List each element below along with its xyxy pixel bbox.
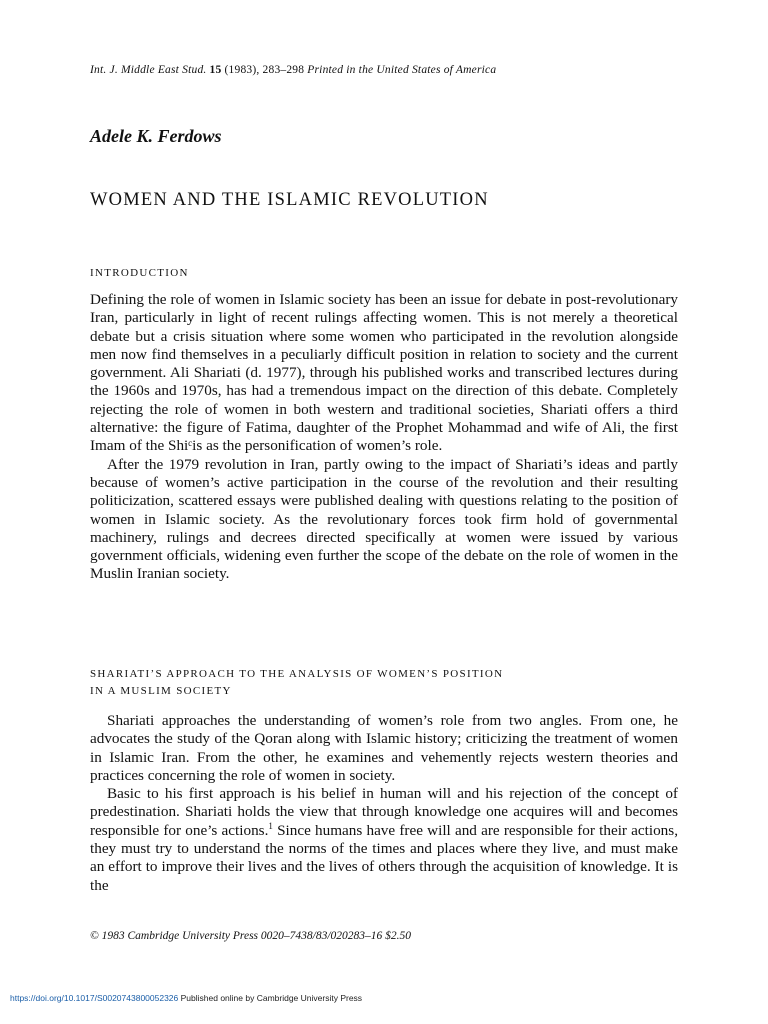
doi-line (10, 993, 362, 1003)
paragraph: Shariati approaches the understanding of women’s role from two angles. From one, he advocates the study of the Qoran along with Islamic history; criticizing the treatment of women in Islamic Iran. From the other, he examines and vehemently rejects western theories and practices concerning the role of women in society. (90, 712, 678, 784)
published-online-note: Published online by Cambridge University Press (178, 993, 363, 1003)
paragraph (90, 785, 678, 895)
article-title: WOMEN AND THE ISLAMIC REVOLUTION (90, 190, 489, 210)
printed-note: Printed in the United States of America (307, 64, 497, 76)
section-heading-line: SHARIATI’S APPROACH TO THE ANALYSIS OF WOMEN’S POSITION (90, 668, 504, 680)
introduction-body (90, 291, 678, 584)
doi-link[interactable]: https://doi.org/10.1017/S0020743800052326 (10, 993, 179, 1003)
journal-name: Int. J. Middle East Stud. (90, 64, 207, 76)
paragraph-text: Since humans have free will and are responsible for their actions, they must try to understand the norms of the times and places where they live, and must make an effort to improve their lives and the lives of others through the acquisition of knowledge. It is the (90, 821, 678, 894)
shariati-section-body (90, 712, 678, 895)
journal-volume: 15 (209, 64, 222, 76)
section-heading-line: IN A MUSLIM SOCIETY (90, 685, 232, 697)
footnote-marker[interactable]: 1 (268, 820, 273, 831)
paragraph-text: Basic to his first approach is his belief in human will and his rejection of the concept of predestination. Shariati holds the view that through knowledge one acquires will and becomes responsible for one’s actions. (90, 785, 678, 839)
copyright-footer: © 1983 Cambridge University Press 0020–7438/83/020283–16 $2.50 (90, 930, 412, 942)
section-heading-introduction: INTRODUCTION (90, 267, 189, 279)
paragraph: After the 1979 revolution in Iran, partly owing to the impact of Shariati’s ideas and partly because of women’s active participation in the course of the revolution and their resulting politicization, scattered essays were published dealing with questions relating to the position of women in Islamic society. As the revolutionary forces took firm hold of governmental machinery, rulings and decrees directed specifically at women were issued by various government officials, widening even further the scope of the debate on the role of women in the Muslin Iranian society. (90, 455, 678, 583)
section-heading-shariati-approach (90, 666, 503, 700)
journal-header (90, 64, 650, 76)
paragraph: Defining the role of women in Islamic society has been an issue for debate in post-revolutionary Iran, particularly in light of recent rulings affecting women. This is not merely a theoretical debate but a crisis situation where some women who participated in the revolution alongside men now find themselves in a peculiarly difficult position in relation to society and the current government. Ali Shariati (d. 1977), through his published works and transcribed lectures during the 1960s and 1970s, has had a tremendous impact on the direction of this debate. Completely rejecting the role of women in both western and traditional societies, Shariati offers a third alternative: the figure of Fatima, daughter of the Prophet Mohammad and wife of Ali, the first Imam of the Shiᶜis as the personification of women’s role. (90, 291, 678, 455)
author-name: Adele K. Ferdows (90, 126, 222, 146)
journal-pages: (1983), 283–298 (224, 64, 305, 76)
